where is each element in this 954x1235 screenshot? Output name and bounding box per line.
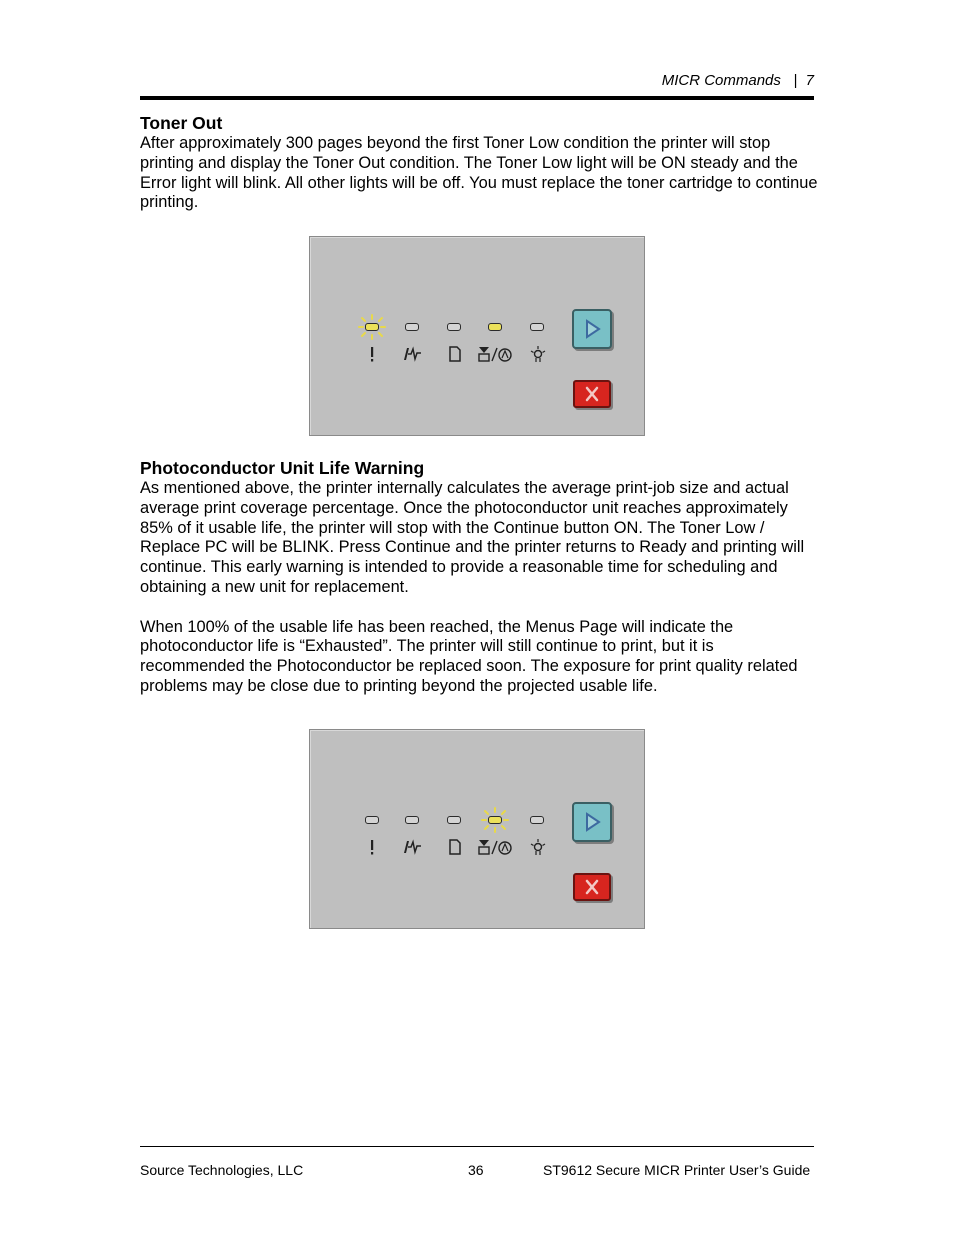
toner-low-replace-pc-icon — [477, 838, 517, 856]
load-paper-icon — [444, 838, 466, 856]
section-heading-toner-out: Toner Out — [140, 113, 223, 133]
load-paper-icon — [444, 345, 466, 363]
close-icon — [575, 875, 609, 899]
paper-jam-icon — [401, 838, 423, 856]
section-heading-pc-life-warning: Photoconductor Unit Life Warning — [140, 458, 425, 478]
paper-jam-light — [405, 816, 419, 824]
error-icon — [361, 838, 383, 856]
header-separator: | — [793, 72, 798, 89]
ready-icon — [527, 345, 549, 363]
load-paper-light — [447, 323, 461, 331]
cancel-button[interactable] — [573, 380, 611, 408]
play-icon — [574, 804, 610, 840]
error-light — [365, 323, 379, 331]
error-light — [365, 816, 379, 824]
footer-rule — [140, 1146, 814, 1147]
cancel-button[interactable] — [573, 873, 611, 901]
section-body-pc-life-warning — [140, 479, 820, 697]
close-icon — [575, 382, 609, 406]
paragraph: After approximately 300 pages beyond the first Toner Low condition the printer will stop printing and display the Toner Out condition. The Toner Low light will be ON steady and the Error light will blink. All other lights will be off. You must replace the toner cartridge to continue printing. — [140, 134, 818, 212]
footer-page-number: 36 — [468, 1162, 484, 1178]
paper-jam-light — [405, 323, 419, 331]
toner-low-light — [488, 816, 502, 824]
footer-company: Source Technologies, LLC — [140, 1162, 304, 1178]
pc-life-warning-panel — [309, 729, 645, 929]
header-section: MICR Commands — [661, 72, 781, 89]
paper-jam-icon — [401, 345, 423, 363]
error-icon — [361, 345, 383, 363]
continue-button[interactable] — [572, 802, 612, 842]
toner-low-replace-pc-icon — [477, 345, 517, 363]
continue-button[interactable] — [572, 309, 612, 349]
ready-light — [530, 816, 544, 824]
paragraph: When 100% of the usable life has been reached, the Menus Page will indicate the photoconductor life is “Exhausted”. The printer will still continue to print, but it is recommended the Photoconductor be replaced soon. The exposure for print quality related problems may be close due to printing beyond the projected usable life. — [140, 617, 798, 695]
header-chapter: 7 — [805, 72, 814, 89]
play-icon — [574, 311, 610, 347]
ready-light — [530, 323, 544, 331]
section-body-toner-out — [140, 134, 820, 213]
toner-low-light — [488, 323, 502, 331]
footer-guide-title: ST9612 Secure MICR Printer User’s Guide — [543, 1162, 811, 1178]
load-paper-light — [447, 816, 461, 824]
ready-icon — [527, 838, 549, 856]
paragraph: As mentioned above, the printer internally calculates the average print-job size and actual average print coverage percentage. Once the photoconductor unit reaches approximately 85% of it usable life, the printer will stop with the Continue button ON. The Toner Low / Replace PC will be BLINK. Press Continue and the printer returns to Ready and printing will continue. This early warning is intended to provide a reasonable time for scheduling and obtaining a new unit for replacement. — [140, 479, 805, 596]
toner-out-panel — [309, 236, 645, 436]
running-header — [600, 72, 814, 89]
header-rule — [140, 96, 814, 100]
